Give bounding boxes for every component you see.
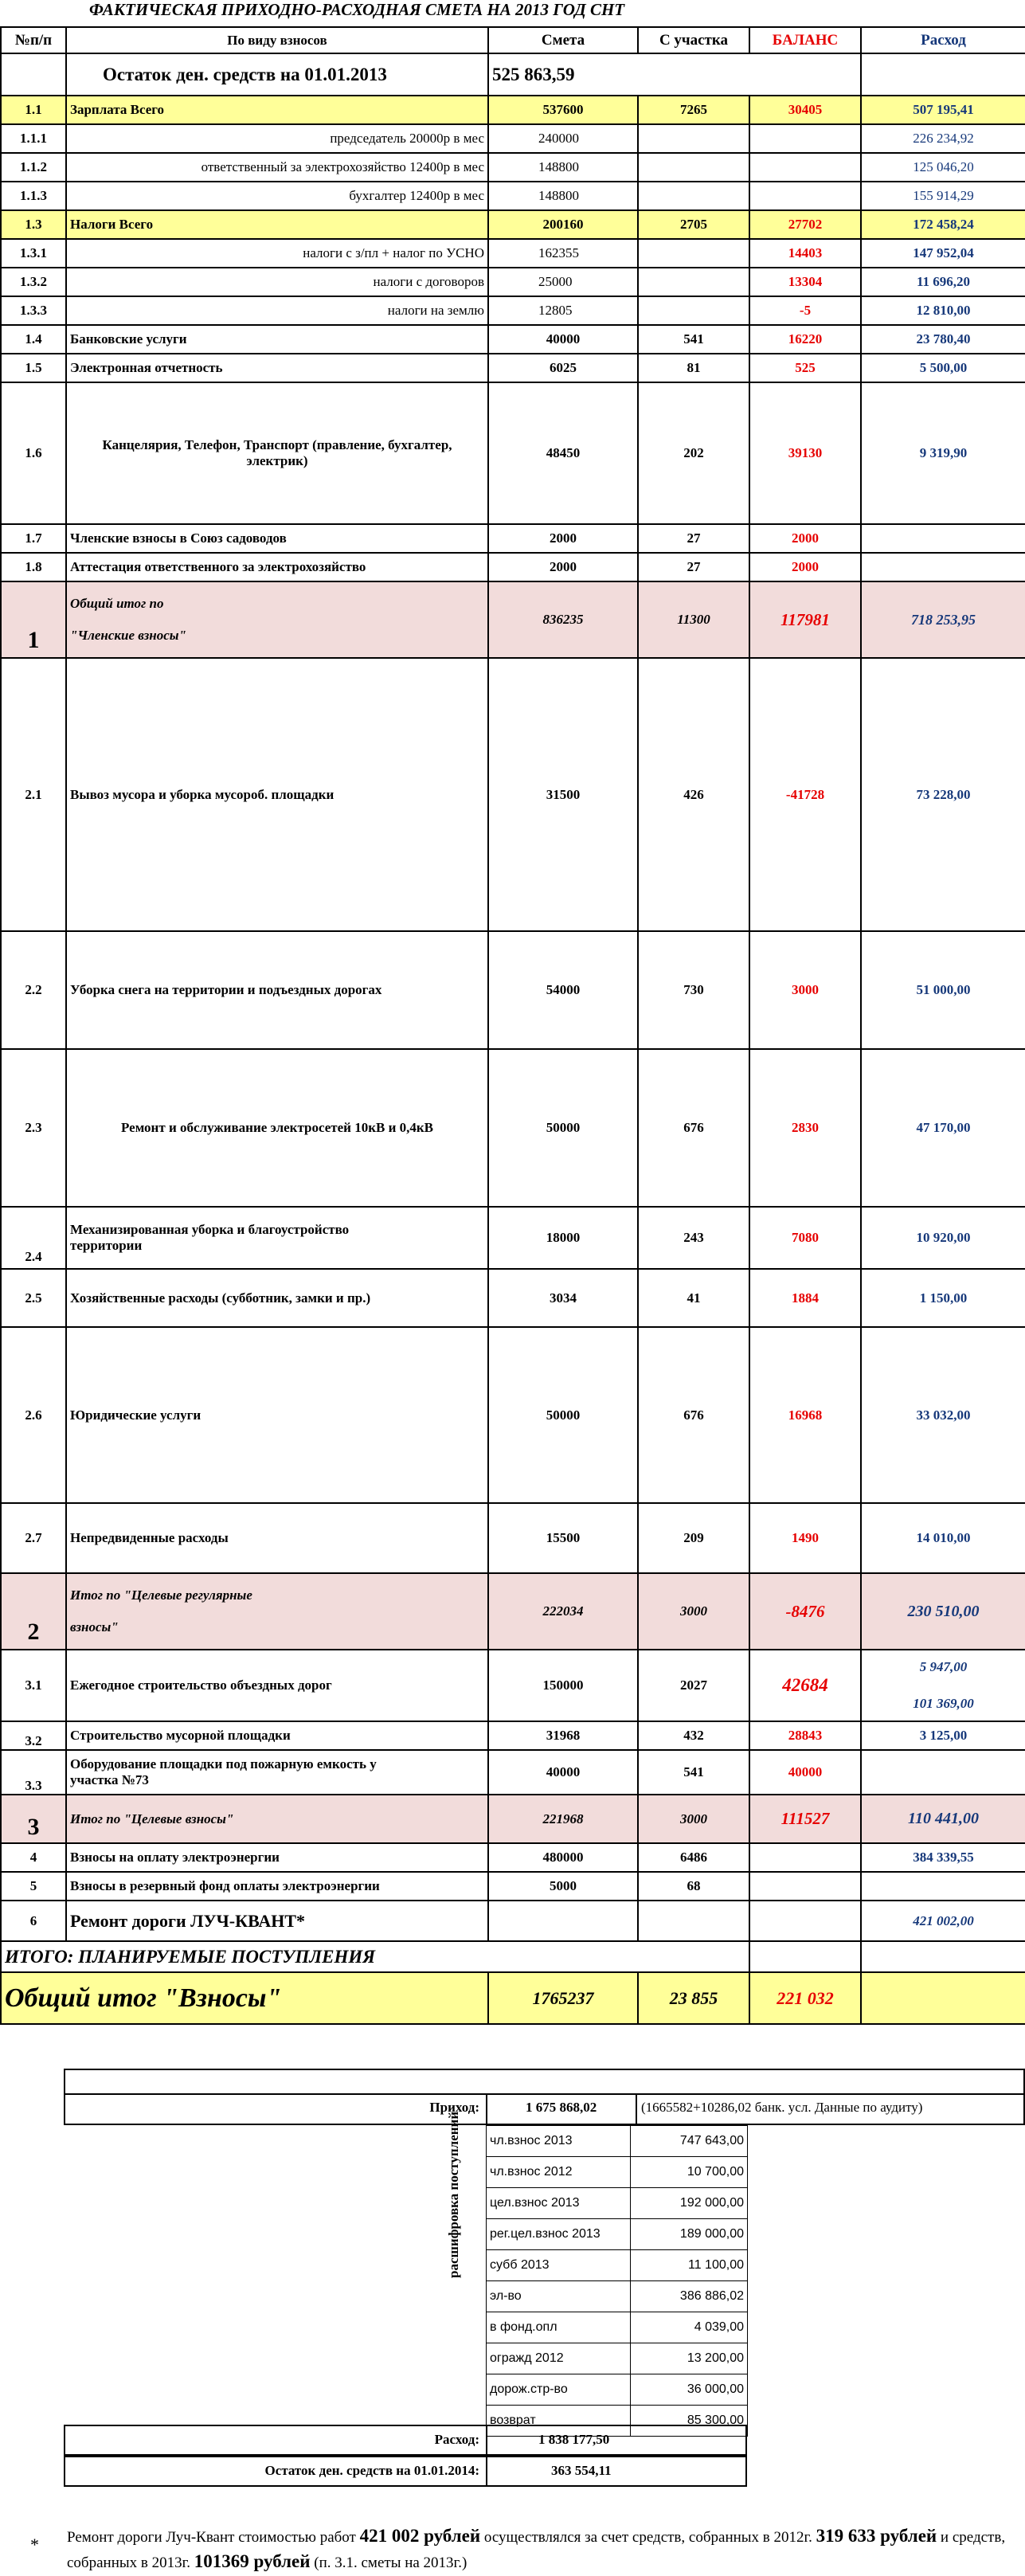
row-smeta: 25000 <box>488 268 638 296</box>
row-rashod: 12 810,00 <box>861 296 1025 325</box>
row-balance: 7080 <box>749 1207 861 1269</box>
table-row <box>1 96 1025 124</box>
row-num: 6 <box>1 1901 66 1941</box>
breakdown-item-value: 192 000,00 <box>631 2188 748 2219</box>
row-balance: -41728 <box>749 658 861 931</box>
breakdown-label: расшифровка поступлений <box>446 2111 461 2278</box>
row-smeta: 6025 <box>488 354 638 382</box>
row-uchastok: 41 <box>638 1269 749 1327</box>
row-num: 3.3 <box>1 1750 66 1795</box>
row-balance: 16220 <box>749 325 861 354</box>
row-num: 1.5 <box>1 354 66 382</box>
row-num: 2.5 <box>1 1269 66 1327</box>
total-label-line1: Общий итог по <box>70 596 164 611</box>
row-uchastok: 243 <box>638 1207 749 1269</box>
row-name: Налоги Всего <box>66 210 488 239</box>
row-smeta: 148800 <box>488 153 638 182</box>
row-name: Механизированная уборка и благоустройство территории <box>66 1207 488 1269</box>
row-num: 1.1 <box>1 96 66 124</box>
row-rashod: 73 228,00 <box>861 658 1025 931</box>
row-smeta: 18000 <box>488 1207 638 1269</box>
row-smeta: 222034 <box>488 1573 638 1650</box>
table-row <box>1 1207 1025 1269</box>
rashod-value-2: 101 369,00 <box>913 1696 974 1711</box>
row-smeta: 2000 <box>488 524 638 553</box>
row-num: 1.8 <box>1 553 66 581</box>
breakdown-item-name: огражд 2012 <box>487 2343 631 2374</box>
row-rashod: 147 952,04 <box>861 239 1025 268</box>
row-balance: 1490 <box>749 1503 861 1573</box>
row-balance: 13304 <box>749 268 861 296</box>
row-uchastok: 432 <box>638 1721 749 1750</box>
row-uchastok: 2705 <box>638 210 749 239</box>
row-smeta: 54000 <box>488 931 638 1049</box>
row-num: 2.7 <box>1 1503 66 1573</box>
breakdown-row <box>487 2281 748 2312</box>
header-row <box>1 27 1025 53</box>
row-name: Канцелярия, Телефон, Транспорт (правление, бухгалтер, электрик) <box>66 382 488 524</box>
row-num: 2.2 <box>1 931 66 1049</box>
row-smeta: 40000 <box>488 325 638 354</box>
breakdown-row <box>487 2312 748 2343</box>
row-rashod: 5 500,00 <box>861 354 1025 382</box>
total-row <box>1 581 1025 658</box>
row-balance: -5 <box>749 296 861 325</box>
breakdown-item-name: возврат <box>487 2406 631 2437</box>
table-row <box>1 1843 1025 1872</box>
row-name: Членские взносы в Союз садоводов <box>66 524 488 553</box>
opening-row <box>1 53 1025 96</box>
row-num: 1.3.2 <box>1 268 66 296</box>
row-num: 2.3 <box>1 1049 66 1207</box>
row-num: 1 <box>1 581 66 658</box>
row-smeta: 31968 <box>488 1721 638 1750</box>
row-num: 1.4 <box>1 325 66 354</box>
income-value: 1 675 868,02 <box>526 2100 597 2115</box>
row-name: председатель 20000р в мес <box>66 124 488 153</box>
row-smeta: 221968 <box>488 1795 638 1843</box>
table-row <box>1 239 1025 268</box>
rashod-value-1: 5 947,00 <box>919 1659 968 1674</box>
row-rashod: 421 002,00 <box>861 1901 1025 1941</box>
row-rashod: 125 046,20 <box>861 153 1025 182</box>
row-uchastok: 202 <box>638 382 749 524</box>
breakdown-item-name: чл.взнос 2013 <box>487 2126 631 2157</box>
row-smeta: 200160 <box>488 210 638 239</box>
row-balance: 3000 <box>749 931 861 1049</box>
row-name: Непредвиденные расходы <box>66 1503 488 1573</box>
breakdown-row <box>487 2188 748 2219</box>
breakdown-item-name: цел.взнос 2013 <box>487 2188 631 2219</box>
breakdown-item-value: 10 700,00 <box>631 2157 748 2188</box>
itogo-row <box>1 1941 1025 1972</box>
row-name: Оборудование площадки под пожарную емкость у участка №73 <box>66 1750 488 1795</box>
row-name: Юридические услуги <box>66 1327 488 1503</box>
row-balance: 1884 <box>749 1269 861 1327</box>
row-smeta: 240000 <box>488 124 638 153</box>
row-name <box>66 1573 488 1650</box>
row-smeta: 3034 <box>488 1269 638 1327</box>
table-row <box>1 1872 1025 1901</box>
row-uchastok: 676 <box>638 1049 749 1207</box>
footnote-text-3: и средств, собранных в 2013г. <box>67 2529 1006 2571</box>
row-name: налоги с з/пл + налог по УСНО <box>66 239 488 268</box>
header-uchastok: С участка <box>638 27 749 53</box>
table-row <box>1 1503 1025 1573</box>
row-balance: 28843 <box>749 1721 861 1750</box>
row-balance: 2830 <box>749 1049 861 1207</box>
row-rashod: 47 170,00 <box>861 1049 1025 1207</box>
row-smeta: 480000 <box>488 1843 638 1872</box>
row-balance: 14403 <box>749 239 861 268</box>
row-rashod: 10 920,00 <box>861 1207 1025 1269</box>
row-uchastok: 541 <box>638 325 749 354</box>
row-num: 2.4 <box>1 1207 66 1269</box>
table-row <box>1 182 1025 210</box>
row-balance: 2000 <box>749 553 861 581</box>
row-num: 2.1 <box>1 658 66 931</box>
header-num: №п/п <box>1 27 66 53</box>
row-name: Ежегодное строительство объездных дорог <box>66 1650 488 1721</box>
footnote-text-2: осуществлялся за счет средств, собранных в 2012г. <box>480 2529 816 2546</box>
row-rashod: 1 150,00 <box>861 1269 1025 1327</box>
row-num: 4 <box>1 1843 66 1872</box>
row-balance: 111527 <box>749 1795 861 1843</box>
itogo-label: ИТОГО: ПЛАНИРУЕМЫЕ ПОСТУПЛЕНИЯ <box>1 1941 488 1972</box>
row-num: 3.1 <box>1 1650 66 1721</box>
row-name: Вывоз мусора и уборка мусороб. площадки <box>66 658 488 931</box>
total-label-line1: Итог по "Целевые регулярные <box>70 1587 252 1603</box>
footnote-amount-3: 101369 рублей <box>194 2551 311 2571</box>
breakdown-row <box>487 2157 748 2188</box>
table-row <box>1 153 1025 182</box>
row-balance: 30405 <box>749 96 861 124</box>
row-name: Взносы на оплату электроэнергии <box>66 1843 488 1872</box>
row-rashod: 23 780,40 <box>861 325 1025 354</box>
row-balance: 27702 <box>749 210 861 239</box>
row-smeta: 537600 <box>488 96 638 124</box>
breakdown-row <box>487 2250 748 2281</box>
row-uchastok: 81 <box>638 354 749 382</box>
header-rashod: Расход <box>861 27 1025 53</box>
row-rashod: 9 319,90 <box>861 382 1025 524</box>
row-uchastok: 676 <box>638 1327 749 1503</box>
row-num: 2.6 <box>1 1327 66 1503</box>
row-balance: 40000 <box>749 1750 861 1795</box>
expense-value-cell <box>486 2425 747 2456</box>
row-uchastok: 730 <box>638 931 749 1049</box>
row-rashod: 718 253,95 <box>861 581 1025 658</box>
row-uchastok: 3000 <box>638 1795 749 1843</box>
estimate-table <box>0 26 1025 2025</box>
row-balance: 42684 <box>749 1650 861 1721</box>
breakdown-table <box>486 2125 748 2437</box>
breakdown-item-value: 36 000,00 <box>631 2374 748 2406</box>
row-num: 1.3 <box>1 210 66 239</box>
row-name: Электронная отчетность <box>66 354 488 382</box>
table-row <box>1 1049 1025 1207</box>
header-smeta: Смета <box>488 27 638 53</box>
row-balance: -8476 <box>749 1573 861 1650</box>
row-rashod: 51 000,00 <box>861 931 1025 1049</box>
row-name: бухгалтер 12400р в мес <box>66 182 488 210</box>
table-row <box>1 1327 1025 1503</box>
breakdown-row <box>487 2343 748 2374</box>
table-row <box>1 354 1025 382</box>
header-name: По виду взносов <box>66 27 488 53</box>
row-uchastok: 27 <box>638 524 749 553</box>
row-rashod: 155 914,29 <box>861 182 1025 210</box>
row-smeta: 50000 <box>488 1049 638 1207</box>
row-name: Зарплата Всего <box>66 96 488 124</box>
table-row <box>1 553 1025 581</box>
row-balance: 2000 <box>749 524 861 553</box>
row-uchastok: 3000 <box>638 1573 749 1650</box>
table-row <box>1 268 1025 296</box>
breakdown-item-value: 13 200,00 <box>631 2343 748 2374</box>
breakdown-row <box>487 2219 748 2250</box>
row-uchastok: 426 <box>638 658 749 931</box>
row-uchastok: 68 <box>638 1872 749 1901</box>
income-label: Приход: <box>429 2100 479 2115</box>
row-smeta: 150000 <box>488 1650 638 1721</box>
closing-label: Остаток ден. средств на 01.01.2014: <box>264 2463 479 2478</box>
row-name: Уборка снега на территории и подъездных дорогах <box>66 931 488 1049</box>
row-num: 5 <box>1 1872 66 1901</box>
row-rashod: 33 032,00 <box>861 1327 1025 1503</box>
row-name: ответственный за электрохозяйство 12400р в мес <box>66 153 488 182</box>
row-smeta: 50000 <box>488 1327 638 1503</box>
page-title: ФАКТИЧЕСКАЯ ПРИХОДНО-РАСХОДНАЯ СМЕТА НА 2013 ГОД СНТ <box>89 0 625 19</box>
breakdown-row <box>487 2126 748 2157</box>
row-smeta: 40000 <box>488 1750 638 1795</box>
total-label-line2: взносы" <box>70 1619 119 1634</box>
row-smeta: 12805 <box>488 296 638 325</box>
row-smeta: 148800 <box>488 182 638 210</box>
opening-value: 525 863,59 <box>488 53 638 96</box>
row-num: 2 <box>1 1573 66 1650</box>
row-num: 1.7 <box>1 524 66 553</box>
row-num: 1.1.3 <box>1 182 66 210</box>
table-row <box>1 1650 1025 1721</box>
row-num: 1.3.1 <box>1 239 66 268</box>
table-row <box>1 210 1025 239</box>
row-balance: 117981 <box>749 581 861 658</box>
table-row <box>1 124 1025 153</box>
row-uchastok: 27 <box>638 553 749 581</box>
row-uchastok: 6486 <box>638 1843 749 1872</box>
grand-total-label: Общий итог "Взносы" <box>1 1972 488 2024</box>
row-rashod <box>861 1650 1025 1721</box>
row-rashod: 11 696,20 <box>861 268 1025 296</box>
row-uchastok: 7265 <box>638 96 749 124</box>
table-row <box>1 931 1025 1049</box>
row-num: 3.2 <box>1 1721 66 1750</box>
row-uchastok: 541 <box>638 1750 749 1795</box>
row-name <box>66 581 488 658</box>
breakdown-item-value: 386 886,02 <box>631 2281 748 2312</box>
expense-label: Расход: <box>434 2432 479 2447</box>
row-name: Взносы в резервный фонд оплаты электроэнергии <box>66 1872 488 1901</box>
table-row <box>1 1901 1025 1941</box>
row-name: налоги с договоров <box>66 268 488 296</box>
row-rashod: 110 441,00 <box>861 1795 1025 1843</box>
closing-value: 363 554,11 <box>551 2463 612 2478</box>
breakdown-item-name: чл.взнос 2012 <box>487 2157 631 2188</box>
opening-label: Остаток ден. средств на 01.01.2013 <box>66 53 488 96</box>
row-rashod: 384 339,55 <box>861 1843 1025 1872</box>
footnote-text-4: (п. 3.1. сметы на 2013г.) <box>310 2554 468 2571</box>
footnote-star: * <box>30 2535 39 2554</box>
breakdown-item-value: 189 000,00 <box>631 2219 748 2250</box>
breakdown-item-name: в фонд.опл <box>487 2312 631 2343</box>
row-smeta: 5000 <box>488 1872 638 1901</box>
row-smeta: 48450 <box>488 382 638 524</box>
row-name: Банковские услуги <box>66 325 488 354</box>
row-smeta: 31500 <box>488 658 638 931</box>
row-uchastok: 209 <box>638 1503 749 1573</box>
row-name: Аттестация ответственного за электрохозяйство <box>66 553 488 581</box>
row-rashod: 230 510,00 <box>861 1573 1025 1650</box>
row-smeta: 162355 <box>488 239 638 268</box>
table-row <box>1 382 1025 524</box>
row-name: Итог по "Целевые взносы" <box>66 1795 488 1843</box>
table-row <box>1 296 1025 325</box>
breakdown-item-value: 747 643,00 <box>631 2126 748 2157</box>
row-rashod: 3 125,00 <box>861 1721 1025 1750</box>
row-name: Ремонт и обслуживание электросетей 10кВ и 0,4кВ <box>66 1049 488 1207</box>
row-num: 1.3.3 <box>1 296 66 325</box>
row-name: Строительство мусорной площадки <box>66 1721 488 1750</box>
breakdown-item-value: 85 300,00 <box>631 2406 748 2437</box>
row-name: Хозяйственные расходы (субботник, замки и пр.) <box>66 1269 488 1327</box>
breakdown-row <box>487 2374 748 2406</box>
table-row <box>1 1750 1025 1795</box>
row-num: 1.6 <box>1 382 66 524</box>
header-balance: БАЛАНС <box>749 27 861 53</box>
breakdown-item-value: 11 100,00 <box>631 2250 748 2281</box>
row-name: налоги на землю <box>66 296 488 325</box>
footnote-amount-1: 421 002 рублей <box>359 2526 481 2546</box>
grand-uchastok: 23 855 <box>638 1972 749 2024</box>
row-num: 3 <box>1 1795 66 1843</box>
breakdown-item-name: субб 2013 <box>487 2250 631 2281</box>
footnote-amount-2: 319 633 рублей <box>816 2526 937 2546</box>
total-row <box>1 1795 1025 1843</box>
table-row <box>1 1721 1025 1750</box>
table-row <box>1 1269 1025 1327</box>
total-label-line2: "Членские взносы" <box>70 628 186 643</box>
grand-total-row <box>1 1972 1025 2024</box>
income-note: (1665582+10286,02 банк. усл. Данные по аудиту) <box>641 2100 923 2115</box>
total-row <box>1 1573 1025 1650</box>
row-rashod: 14 010,00 <box>861 1503 1025 1573</box>
footnote-text-1: Ремонт дороги Луч-Квант стоимостью работ <box>67 2529 360 2546</box>
spacer-box <box>64 2069 1025 2095</box>
expense-value: 1 838 177,50 <box>538 2432 610 2447</box>
row-smeta: 836235 <box>488 581 638 658</box>
table-row <box>1 658 1025 931</box>
table-row <box>1 524 1025 553</box>
grand-smeta: 1765237 <box>488 1972 638 2024</box>
row-num: 1.1.2 <box>1 153 66 182</box>
row-uchastok: 11300 <box>638 581 749 658</box>
row-smeta: 2000 <box>488 553 638 581</box>
row-name: Ремонт дороги ЛУЧ-КВАНТ* <box>66 1901 488 1941</box>
breakdown-item-name: эл-во <box>487 2281 631 2312</box>
row-rashod: 226 234,92 <box>861 124 1025 153</box>
row-rashod: 172 458,24 <box>861 210 1025 239</box>
row-rashod: 507 195,41 <box>861 96 1025 124</box>
footnote <box>67 2524 1007 2575</box>
breakdown-item-value: 4 039,00 <box>631 2312 748 2343</box>
row-balance: 525 <box>749 354 861 382</box>
closing-value-cell <box>486 2456 747 2487</box>
breakdown-item-name: рег.цел.взнос 2013 <box>487 2219 631 2250</box>
row-balance: 39130 <box>749 382 861 524</box>
row-balance: 16968 <box>749 1327 861 1503</box>
row-num: 1.1.1 <box>1 124 66 153</box>
row-uchastok: 2027 <box>638 1650 749 1721</box>
row-smeta: 15500 <box>488 1503 638 1573</box>
table-row <box>1 325 1025 354</box>
grand-balance: 221 032 <box>749 1972 861 2024</box>
breakdown-item-name: дорож.стр-во <box>487 2374 631 2406</box>
